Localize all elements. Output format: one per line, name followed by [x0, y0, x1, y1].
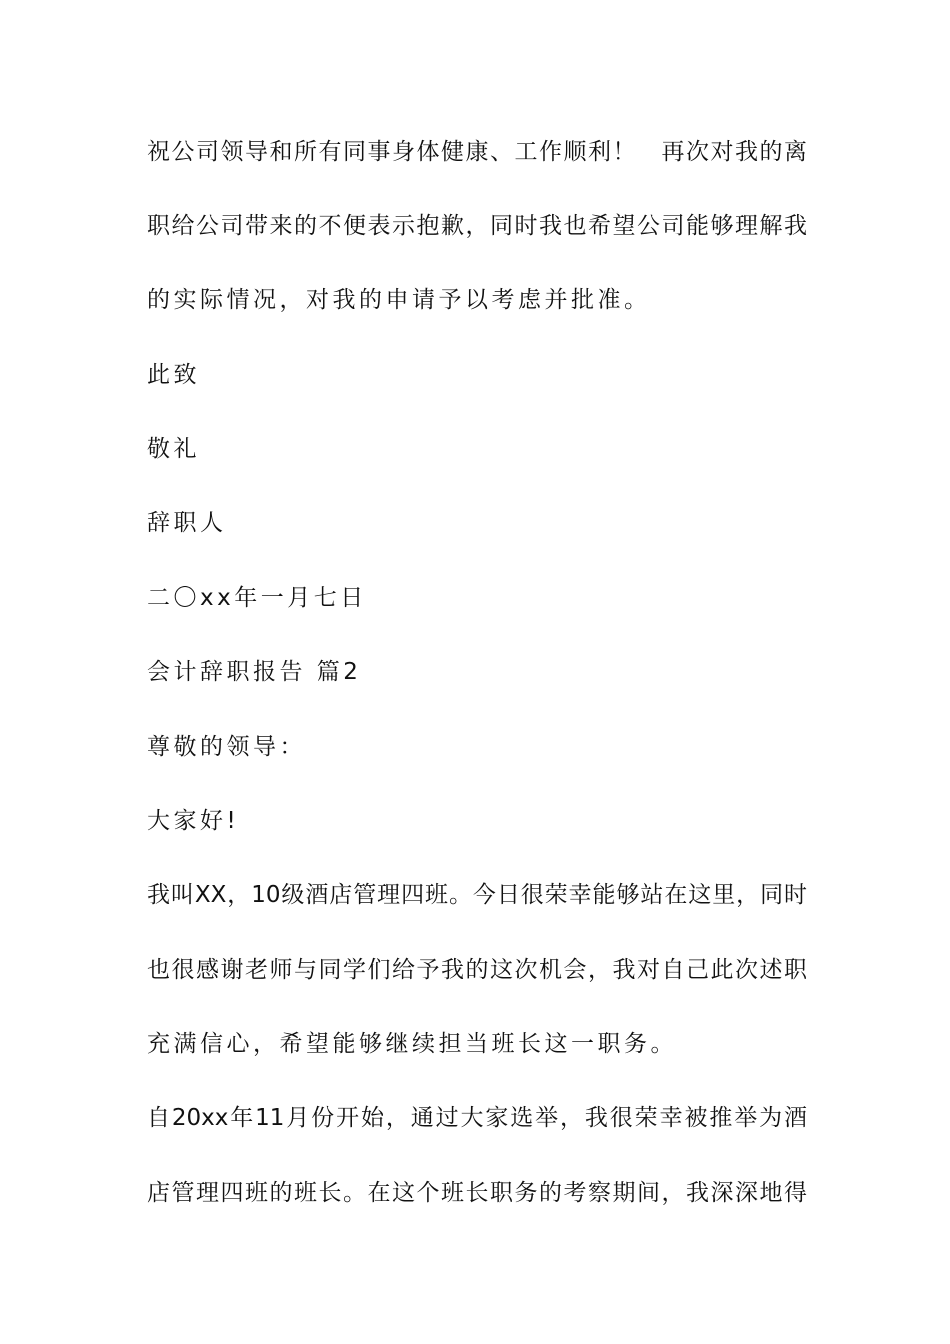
- text-line: 充满信心，希望能够继续担当班长这一职务。: [147, 1031, 677, 1057]
- text-line: 店管理四班的班长。在这个班长职务的考察期间，我深深地得: [147, 1180, 807, 1206]
- text-line: 辞职人: [147, 510, 227, 536]
- section-heading: 会计辞职报告 篇2: [147, 659, 362, 685]
- text-line: 此致: [147, 362, 200, 388]
- text-line: 自20xx年11月份开始，通过大家选举，我很荣幸被推举为酒: [147, 1105, 807, 1131]
- text-line: 敬礼: [147, 436, 200, 462]
- text-line: 祝公司领导和所有同事身体健康、工作顺利！ 再次对我的离: [147, 139, 807, 165]
- text-line: 职给公司带来的不便表示抱歉，同时我也希望公司能够理解我: [147, 213, 807, 239]
- text-line: 大家好!: [147, 808, 240, 834]
- text-line: 也很感谢老师与同学们给予我的这次机会，我对自己此次述职: [147, 957, 807, 983]
- text-line: 我叫XX，10级酒店管理四班。今日很荣幸能够站在这里，同时: [147, 882, 807, 908]
- text-line: 尊敬的领导：: [147, 734, 306, 760]
- text-line: 二〇xx年一月七日: [147, 585, 367, 611]
- text-line: 的实际情况，对我的申请予以考虑并批准。: [147, 287, 651, 313]
